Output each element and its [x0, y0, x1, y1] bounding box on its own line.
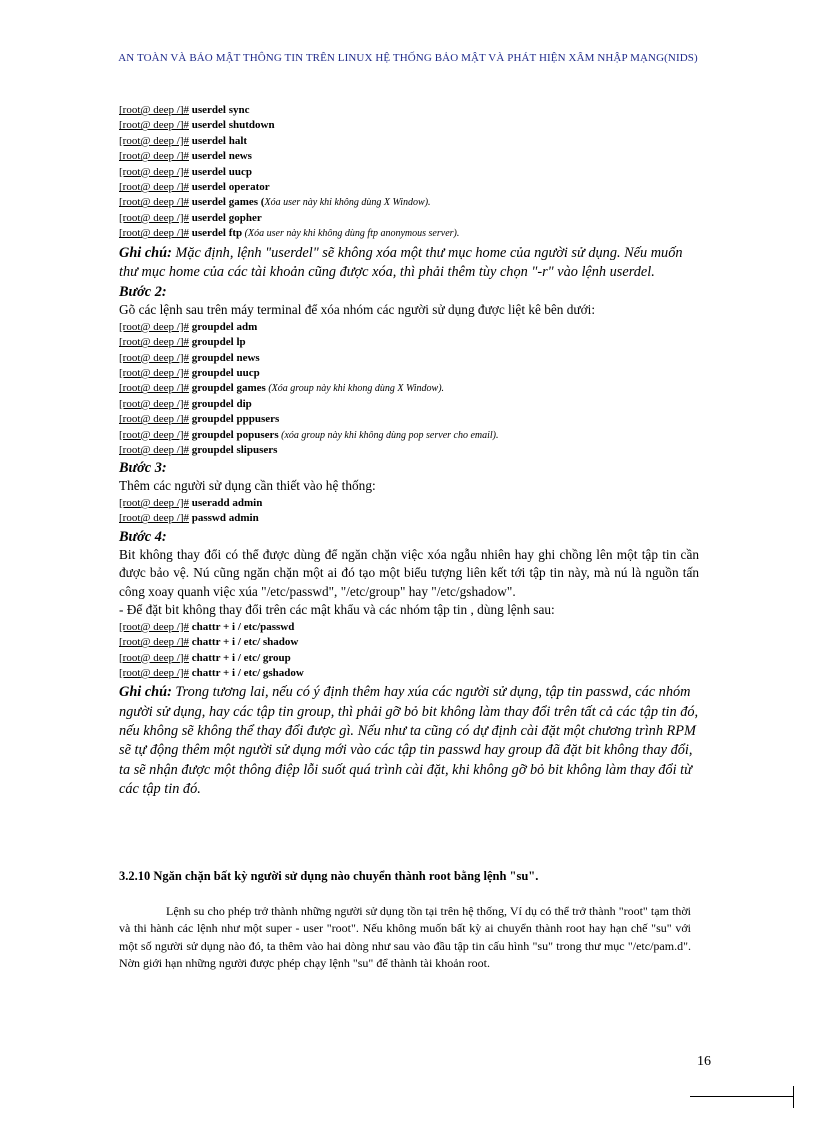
note-label: Ghi chú:	[119, 684, 172, 701]
command-comment: (Xóa group này khi khong dùng X Window).	[265, 383, 445, 395]
groupdel-command-list	[119, 320, 699, 459]
section-heading: 3.2.10 Ngăn chặn bất kỳ người sử dụng nào chuyển thành root bằng lệnh "su".	[119, 869, 539, 883]
command-line	[119, 180, 699, 195]
command-line	[119, 397, 699, 412]
command-line	[119, 134, 699, 149]
command-line	[119, 666, 699, 681]
command-line	[119, 226, 699, 241]
command-text: groupdel uucp	[191, 366, 260, 379]
step-4-title: Bước 4:	[119, 528, 167, 545]
command-comment: Xóa user này khi không dùng X Window).	[264, 197, 431, 209]
shell-prompt: [root@ deep /]#	[119, 413, 189, 426]
command-line	[119, 635, 699, 650]
command-line	[119, 428, 699, 443]
footer-rule-vertical	[793, 1086, 794, 1108]
command-comment: (xóa group này khi không dùng pop server cho email).	[278, 429, 499, 441]
command-text: userdel gopher	[191, 211, 262, 224]
footer-rule-horizontal	[690, 1096, 793, 1097]
command-text: userdel games (	[191, 196, 265, 209]
shell-prompt: [root@ deep /]#	[119, 666, 189, 679]
command-text: useradd admin	[191, 496, 263, 509]
command-text: userdel sync	[191, 104, 250, 116]
step-3-text: Thêm các người sử dụng cần thiết vào hệ thống:	[119, 478, 376, 494]
step-4-instruction: - Để đặt bit không thay đổi trên các mật khẩu và các nhóm tập tin , dùng lệnh sau:	[119, 602, 555, 618]
command-line	[119, 620, 699, 635]
shell-prompt: [root@ deep /]#	[119, 397, 189, 410]
command-text: userdel uucp	[191, 165, 252, 178]
shell-prompt: [root@ deep /]#	[119, 382, 189, 395]
command-text: groupdel adm	[191, 320, 258, 333]
command-text: userdel halt	[191, 134, 248, 147]
step-3-title: Bước 3:	[119, 460, 167, 477]
shell-prompt: [root@ deep /]#	[119, 320, 189, 333]
shell-prompt: [root@ deep /]#	[119, 134, 189, 147]
command-text: groupdel news	[191, 351, 260, 364]
step-2-text: Gõ các lệnh sau trên máy terminal để xóa nhóm các người sử dụng được liệt kê bên dưới:	[119, 302, 596, 318]
command-line	[119, 211, 699, 226]
chattr-command-list	[119, 620, 699, 682]
shell-prompt: [root@ deep /]#	[119, 165, 189, 178]
command-line	[119, 149, 699, 164]
command-line	[119, 412, 699, 427]
shell-prompt: [root@ deep /]#	[119, 636, 189, 649]
command-text: groupdel dip	[191, 397, 252, 410]
shell-prompt: [root@ deep /]#	[119, 620, 189, 633]
shell-prompt: [root@ deep /]#	[119, 496, 189, 509]
command-line	[119, 443, 699, 458]
command-line	[119, 195, 699, 210]
step-4-text: Bit không thay đổi có thể được dùng để ngăn chặn việc xóa ngẫu nhiên hay ghi chồng lên một tập tin cần được bảo vệ. Nú cũng ngăn chặn một ai đó tạo một biểu tượng liên kết tới tập tin này, mà nú là nguồn tấn công xoay quanh việc xúa "/etc/passwd", "/etc/group" hay "/etc/gshadow".	[119, 546, 699, 599]
command-comment: (Xóa user này khi không dùng ftp anonymous server).	[242, 228, 460, 240]
command-text: groupdel slipusers	[191, 444, 278, 456]
command-text: passwd admin	[191, 512, 259, 525]
note-immutable-bit	[119, 683, 699, 799]
command-line	[119, 320, 699, 335]
command-line	[119, 496, 699, 511]
note-userdel	[119, 244, 699, 283]
shell-prompt: [root@ deep /]#	[119, 150, 189, 163]
command-line	[119, 351, 699, 366]
command-text: userdel operator	[191, 181, 270, 194]
note-label: Ghi chú:	[119, 244, 172, 261]
shell-prompt: [root@ deep /]#	[119, 104, 189, 116]
shell-prompt: [root@ deep /]#	[119, 512, 189, 525]
step-2-title: Bước 2:	[119, 284, 167, 301]
note-text: Mặc định, lệnh "userdel" sẽ không xóa một thư mục home của người sử dụng. Nếu muốn thư mục home của các tài khoản cũng được xóa, thì phải thêm tùy chọn "-r" vào lệnh userdel.	[119, 244, 683, 280]
shell-prompt: [root@ deep /]#	[119, 181, 189, 194]
command-text: chattr + i / etc/ group	[189, 651, 291, 664]
command-text: userdel news	[191, 150, 252, 163]
command-text: userdel shutdown	[191, 119, 275, 132]
command-line	[119, 103, 699, 118]
command-line	[119, 335, 699, 350]
page-content	[119, 103, 699, 800]
command-text: userdel ftp	[191, 227, 243, 240]
useradd-command-list	[119, 496, 699, 527]
command-line	[119, 381, 699, 396]
shell-prompt: [root@ deep /]#	[119, 351, 189, 364]
command-line	[119, 165, 699, 180]
command-text: chattr + i / etc/ shadow	[189, 636, 299, 649]
shell-prompt: [root@ deep /]#	[119, 196, 189, 209]
shell-prompt: [root@ deep /]#	[119, 651, 189, 664]
section-body: Lệnh su cho phép trở thành những người sử dụng tồn tại trên hệ thống, Ví dụ có thể trở thành "root" tạm thời và thi hành các lệnh như một super - user "root". Nếu không muốn bất kỳ ai chuyển thành root hay hạn chế "su" với một số người sử dụng nào đó, ta thêm vào hai dòng như sau vào đầu tập tin cấu hình "su" trong thư mục "/etc/pam.d". Nờn giới hạn những người được phép chạy lệnh "su" để thành tài khoản root.	[119, 904, 691, 971]
shell-prompt: [root@ deep /]#	[119, 428, 189, 441]
command-text: groupdel games	[191, 382, 266, 395]
command-line	[119, 118, 699, 133]
command-line	[119, 651, 699, 666]
userdel-command-list	[119, 103, 699, 242]
shell-prompt: [root@ deep /]#	[119, 119, 189, 132]
command-text: groupdel popusers	[191, 428, 279, 441]
shell-prompt: [root@ deep /]#	[119, 336, 189, 349]
shell-prompt: [root@ deep /]#	[119, 211, 189, 224]
shell-prompt: [root@ deep /]#	[119, 444, 189, 456]
page-header: AN TOÀN VÀ BẢO MẬT THÔNG TIN TRÊN LINUX HỆ THỐNG BẢO MẬT VÀ PHÁT HIỆN XÂM NHẬP MẠNG(NIDS)	[118, 52, 698, 64]
command-line	[119, 511, 699, 526]
page-number: 16	[697, 1054, 711, 1069]
command-text: groupdel lp	[191, 336, 246, 349]
command-line	[119, 366, 699, 381]
note-text: Trong tương lai, nếu có ý định thêm hay xúa các người sử dụng, tập tin passwd, các nhóm người sử dụng, hay các tập tin group, thì phải gỡ bỏ bit không làm thay đổi trên tất cả các tập tin đó, nếu không sẽ không thể thay đổi được gì. Nếu như ta cũng có dự định cài đặt một chương trình RPM sẽ tự động thêm một người sử dụng mới vào các tập tin passwd hay group đã đặt bit không thay đổi, ta sẽ nhận được một thông điệp lỗi suốt quá trình cài đặt, khi không gỡ bỏ bit không làm thay đổi từ các tập tin đó.	[119, 684, 699, 797]
command-text: chattr + i / etc/passwd	[189, 620, 295, 633]
shell-prompt: [root@ deep /]#	[119, 227, 189, 240]
command-text: groupdel pppusers	[191, 413, 280, 426]
command-text: chattr + i / etc/ gshadow	[189, 666, 304, 679]
shell-prompt: [root@ deep /]#	[119, 366, 189, 379]
